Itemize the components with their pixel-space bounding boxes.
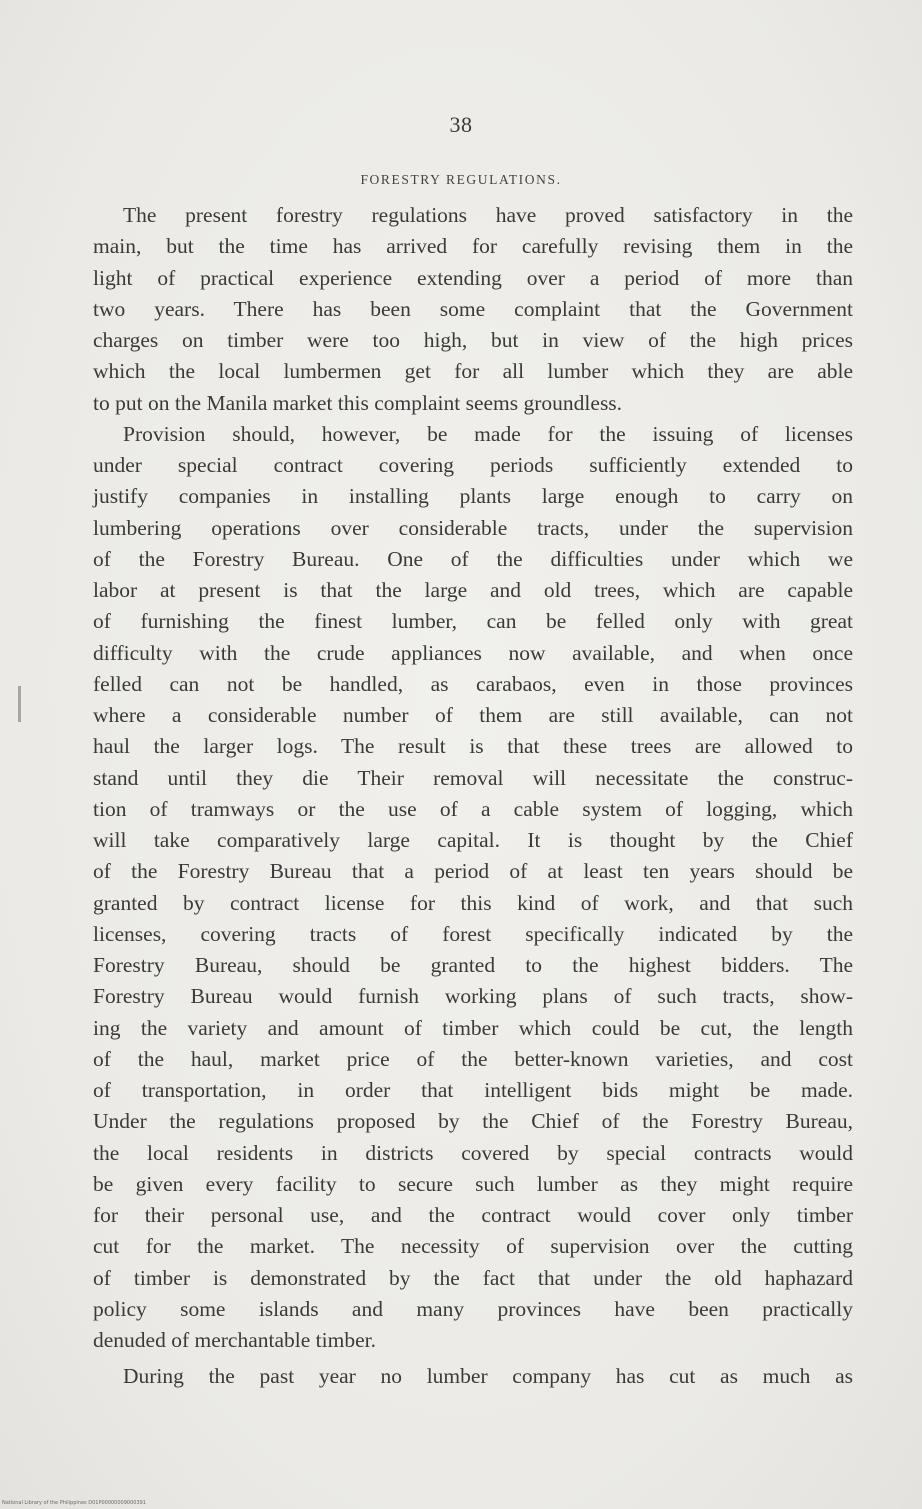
text-line: of furnishing the finest lumber, can be felled only with great [93,609,853,634]
text-line: stand until they die Their removal will necessitate the construc- [93,765,853,790]
text-line: The present forestry regulations have proved satisfactory in the [123,203,853,227]
text-line: two years. There has been some complaint that the Government [93,296,853,321]
scan-edge-mark [18,686,21,722]
text-line: justify companies in installing plants large enough to carry on [93,484,853,509]
text-line: lumbering operations over considerable tracts, under the supervision [93,515,853,540]
text-line: felled can not be handled, as carabaos, even in those provinces [93,671,853,696]
text-line: light of practical experience extending over a period of more than [93,265,853,290]
text-line: denuded of merchantable timber. [93,1328,376,1352]
text-line: of the Forestry Bureau. One of the difficulties under which we [93,546,853,571]
text-line: to put on the Manila market this complaint seems groundless. [93,390,623,415]
text-line: where a considerable number of them are still available, can not [93,703,853,727]
text-line: Under the regulations proposed by the Chief of the Forestry Bureau, [93,1109,853,1134]
section-heading: FORESTRY REGULATIONS. [360,172,562,187]
text-line: of timber is demonstrated by the fact that under the old haphazard [93,1265,853,1290]
text-line: granted by contract license for this kind of work, and that such [93,890,853,915]
text-line: difficulty with the crude appliances now available, and when once [93,640,853,665]
text-line: Provision should, however, be made for the issuing of licenses [123,421,853,446]
page-number: 38 [449,112,473,137]
text-line: of transportation, in order that intelligent bids might be made. [93,1078,853,1102]
text-line: ing the variety and amount of timber which could be cut, the length [93,1015,853,1040]
text-line: Forestry Bureau would furnish working plans of such tracts, show- [93,984,853,1009]
text-line: for their personal use, and the contract would cover only timber [93,1203,853,1227]
text-line: licenses, covering tracts of forest specifically indicated by the [93,921,853,946]
text-line: tion of tramways or the use of a cable system of logging, which [93,796,853,821]
text-line: of the haul, market price of the better-known varieties, and cost [93,1046,853,1071]
body-text [93,200,853,1393]
text-line: of the Forestry Bureau that a period of at least ten years should be [93,859,853,884]
text-line: main, but the time has arrived for carefully revising them in the [93,234,853,259]
text-line: be given every facility to secure such lumber as they might require [93,1171,853,1196]
text-line: which the local lumbermen get for all lumber which they are able [93,359,853,384]
text-line: will take comparatively large capital. It is thought by the Chief [93,828,853,852]
text-line: the local residents in districts covered by special contracts would [93,1140,853,1165]
text-line: policy some islands and many provinces have been practically [93,1296,853,1321]
text-line: During the past year no lumber company has cut as much as [123,1364,853,1389]
text-line: haul the larger logs. The result is that these trees are allowed to [93,734,853,759]
text-line: cut for the market. The necessity of supervision over the cutting [93,1234,853,1259]
text-line: charges on timber were too high, but in view of the high prices [93,328,853,352]
scan-footer-note: National Library of the Philippines D01P00000009000391 [2,1500,146,1506]
text-line: under special contract covering periods sufficiently extended to [93,453,853,477]
text-line: labor at present is that the large and old trees, which are capable [93,578,853,602]
text-line: Forestry Bureau, should be granted to the highest bidders. The [93,953,853,977]
